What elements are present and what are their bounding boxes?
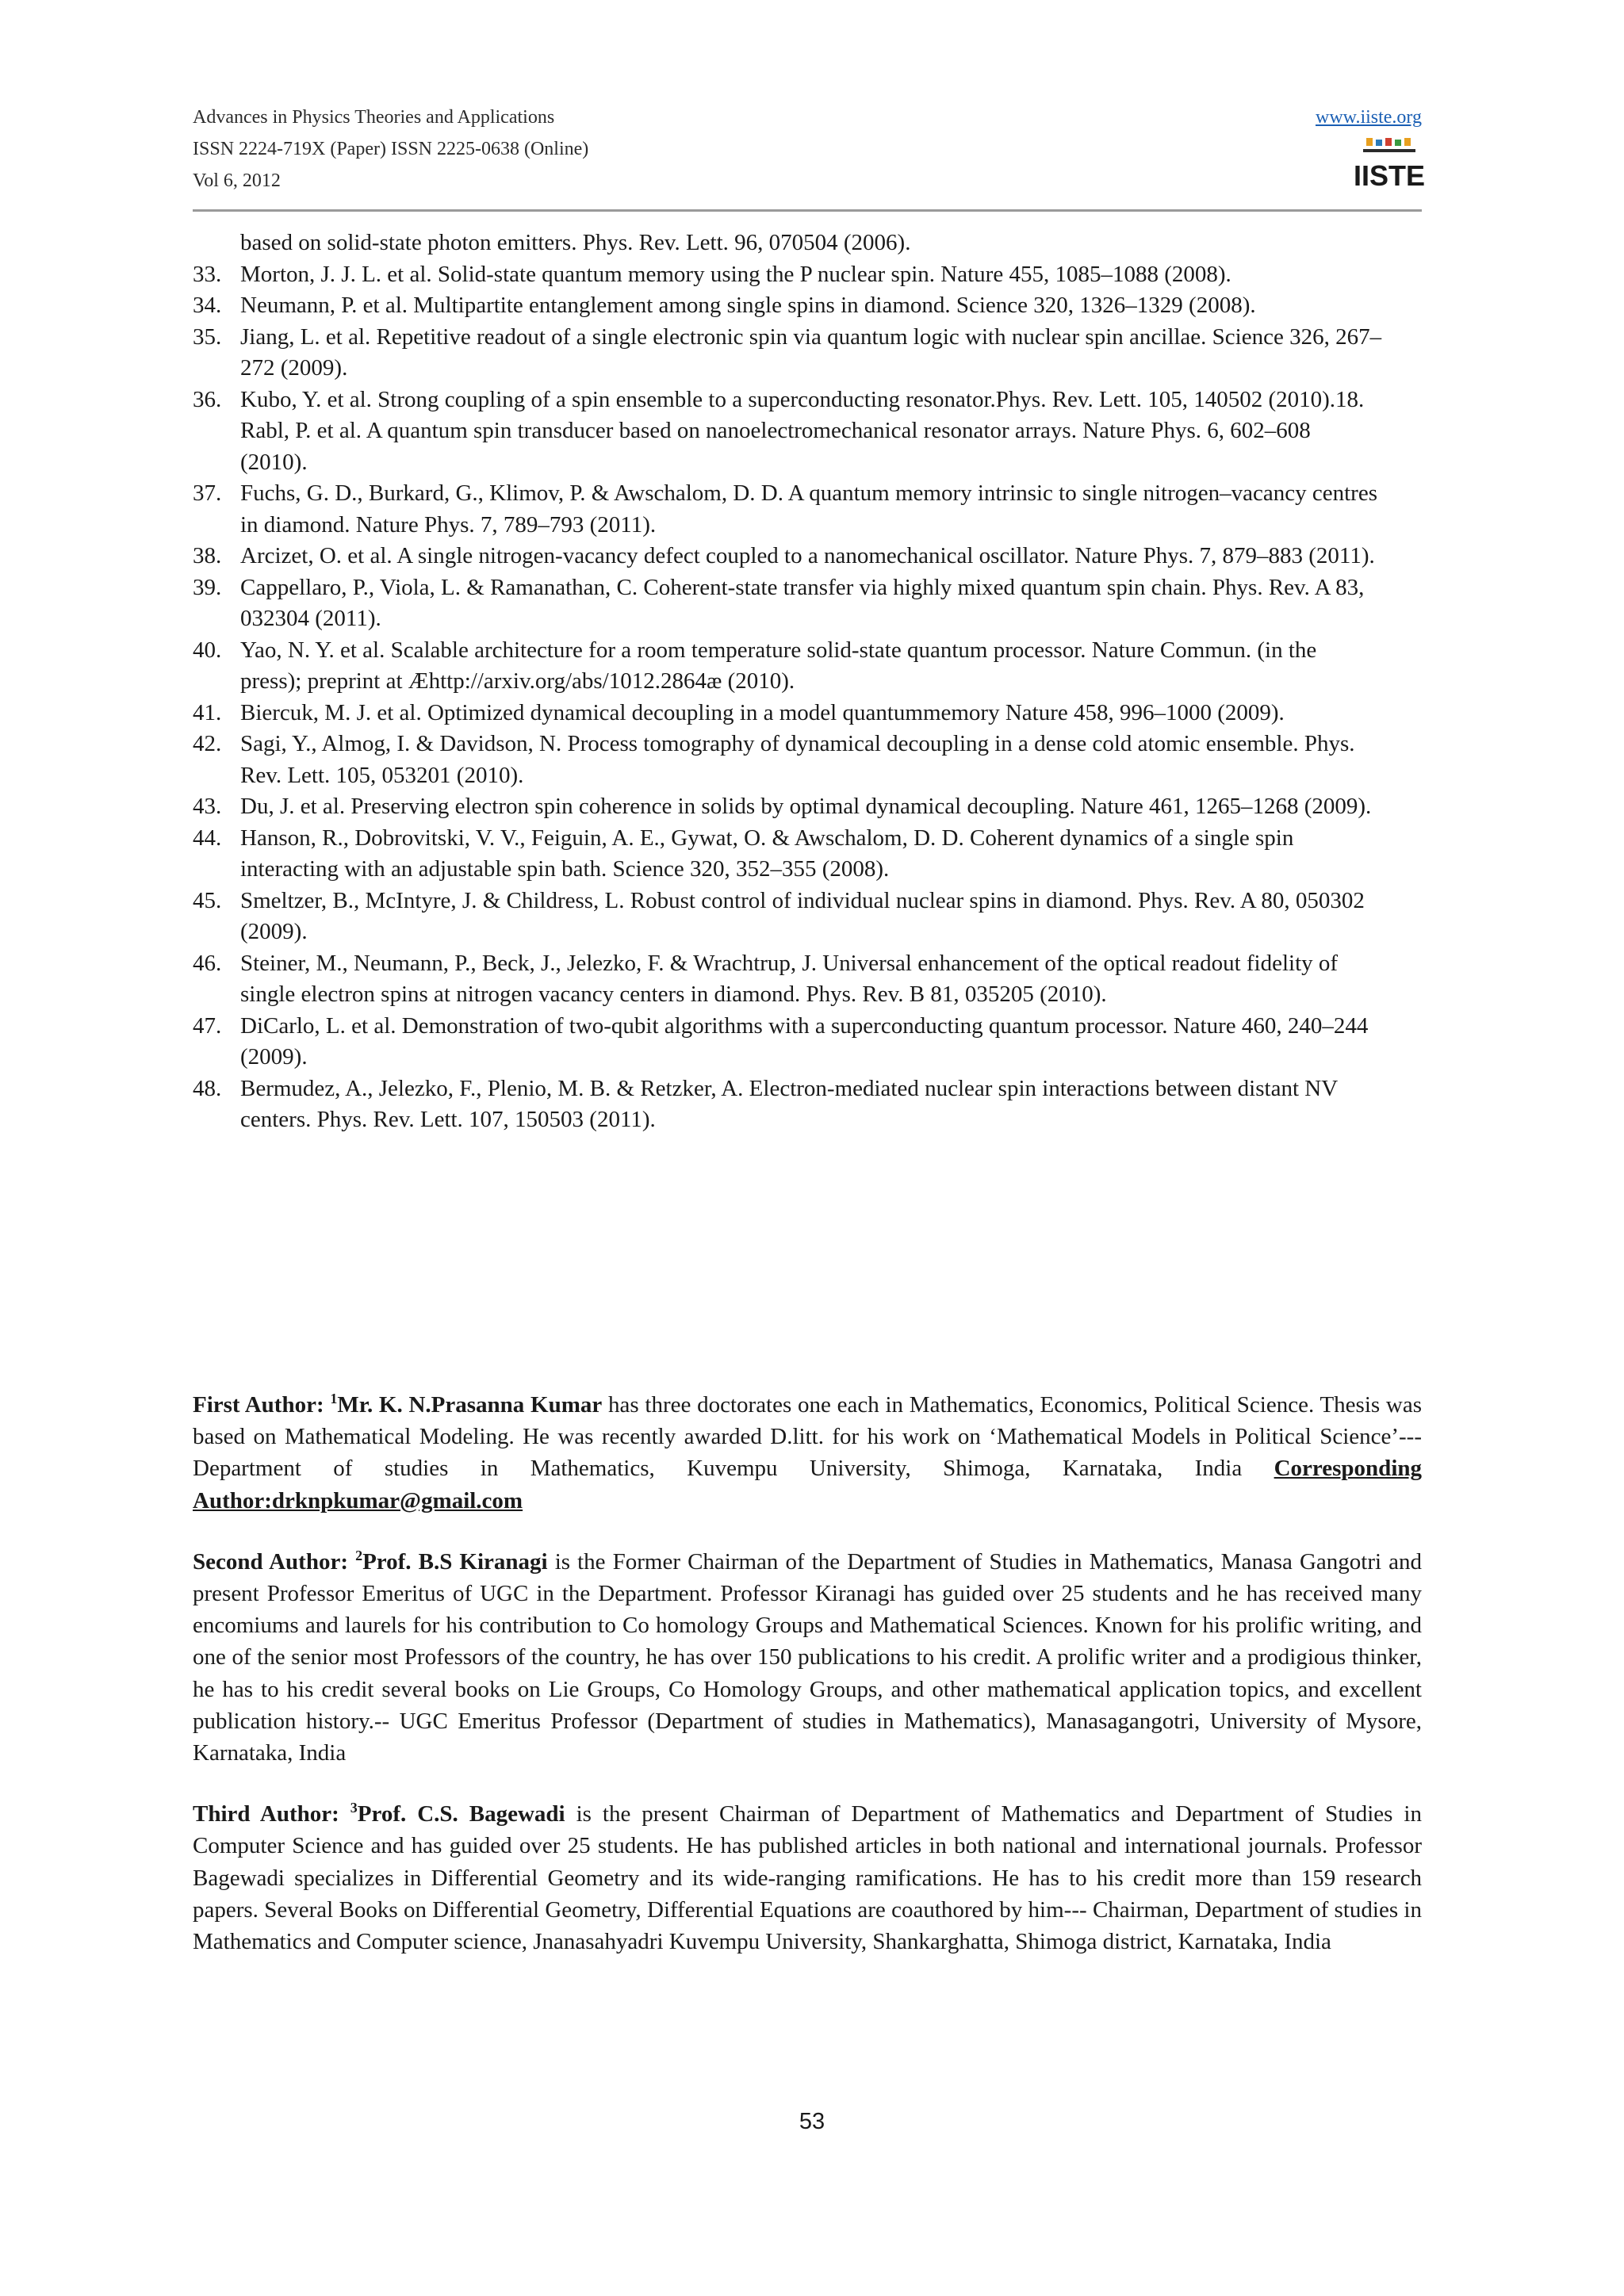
reference-number: 47.: [193, 1012, 222, 1039]
reference-item: [193, 290, 1422, 322]
reference-text: Kubo, Y. et al. Strong coupling of a spin ensemble to a superconducting resonator.Phys. Rev. Lett. 105, 140502 (2010).18. Rabl, P. et al. A quantum spin transducer based on nanoelectromechanical resonator arrays. Nature Phys. 6, 602–608 (2010).: [240, 386, 1365, 475]
reference-item: [193, 572, 1422, 635]
reference-number: 40.: [193, 637, 222, 663]
author-superscript: 1: [330, 1391, 338, 1406]
reference-text: Smeltzer, B., McIntyre, J. & Childress, L. Robust control of individual nuclear spins in diamond. Phys. Rev. A 80, 050302 (2009).: [240, 887, 1365, 944]
logo-lettering: IISTE: [1353, 159, 1426, 192]
author-label: First Author:: [193, 1392, 331, 1418]
reference-number: 43.: [193, 794, 222, 819]
reference-number: 38.: [193, 543, 222, 568]
reference-item: [193, 385, 1422, 479]
reference-item: [193, 1073, 1422, 1136]
reference-number: 33.: [193, 261, 222, 287]
reference-text: Arcizet, O. et al. A single nitrogen-vacancy defect coupled to a nanomechanical oscillator. Nature Phys. 7, 879–883 (2011).: [240, 543, 1375, 568]
reference-text: Bermudez, A., Jelezko, F., Plenio, M. B. & Retzker, A. Electron-mediated nuclear spin interactions between distant NV centers. Phys. Rev. Lett. 107, 150503 (2011).: [240, 1075, 1338, 1132]
reference-item: [193, 823, 1422, 886]
reference-item: [193, 791, 1422, 823]
author-bio-text: is the present Chairman of Department of Mathematics and Department of Studies in Computer Science and has guided over 25 students. He has published articles in both national and international journals. Professor Bagewadi specializes in Differential Geometry and its wide-ranging ramifications. He has to his credit more than 159 research papers. Several Books on Differential Geometry, Differential Equations are coauthored by him--- Chairman, Department of studies in Mathematics and Computer science, Jnanasahyadri Kuvempu University, Shankarghatta, Shimoga district, Karnataka, India: [193, 1801, 1422, 1955]
reference-item: [193, 886, 1422, 948]
reference-item: [193, 948, 1422, 1011]
author-bio-text: has three doctorates one each in Mathematics, Economics, Political Science. Thesis was based on Mathematical Modeling. He was recently awarded D.litt. for his work on ‘Mathematical Models in Political Science’--- Department of studies in Mathematics, Kuvempu University, Shimoga, Karnataka, India: [193, 1392, 1422, 1482]
reference-number: 48.: [193, 1075, 222, 1101]
iiste-logo-icon: [1353, 136, 1426, 200]
author-bio-3: [193, 1798, 1422, 1957]
journal-volume: Vol 6, 2012: [193, 170, 281, 191]
reference-text: based on solid-state photon emitters. Phys. Rev. Lett. 96, 070504 (2006).: [240, 230, 911, 255]
reference-text: Morton, J. J. L. et al. Solid-state quantum memory using the P nuclear spin. Nature 455, 1085–1088 (2008).: [240, 261, 1231, 287]
page-header: [193, 101, 1426, 212]
reference-number: 35.: [193, 323, 222, 350]
author-label: Second Author:: [193, 1548, 356, 1575]
journal-title: Advances in Physics Theories and Applications: [193, 107, 555, 128]
reference-item: [193, 541, 1422, 572]
reference-text: Neumann, P. et al. Multipartite entanglement among single spins in diamond. Science 320, 1326–1329 (2008).: [240, 293, 1256, 318]
reference-text: Hanson, R., Dobrovitski, V. V., Feiguin, A. E., Gywat, O. & Awschalom, D. D. Coherent dynamics of a single spin interacting with an adjustable spin bath. Science 320, 352–355 (2008).: [240, 825, 1294, 882]
reference-text: DiCarlo, L. et al. Demonstration of two-qubit algorithms with a superconducting quantum processor. Nature 460, 240–244 (2009).: [240, 1012, 1369, 1070]
reference-text: Du, J. et al. Preserving electron spin coherence in solids by optimal dynamical decoupling. Nature 461, 1265–1268 (2009).: [240, 794, 1372, 819]
reference-number: 45.: [193, 887, 222, 913]
author-biographies: [193, 1389, 1422, 1987]
author-bio-1: [193, 1389, 1422, 1517]
author-name: Prof. B.S Kiranagi: [362, 1548, 548, 1575]
reference-item: [193, 729, 1422, 791]
reference-list: [193, 228, 1422, 1136]
reference-number: 39.: [193, 574, 222, 600]
header-divider: [193, 209, 1422, 212]
reference-number: 46.: [193, 950, 222, 976]
reference-text: Steiner, M., Neumann, P., Beck, J., Jelezko, F. & Wrachtrup, J. Universal enhancement of the optical readout fidelity of single electron spins at nitrogen vacancy centers in diamond. Phys. Rev. B 81, 035205 (2010).: [240, 950, 1339, 1007]
corresponding-author-email[interactable]: Corresponding Author:drknpkumar@gmail.com: [193, 1456, 1422, 1513]
reference-text: Sagi, Y., Almog, I. & Davidson, N. Process tomography of dynamical decoupling in a dense cold atomic ensemble. Phys. Rev. Lett. 105, 053201 (2010).: [240, 731, 1355, 788]
reference-number: 41.: [193, 699, 222, 725]
author-bio-2: [193, 1546, 1422, 1769]
reference-item: [193, 322, 1422, 385]
reference-text: Cappellaro, P., Viola, L. & Ramanathan, C. Coherent-state transfer via highly mixed quantum spin chain. Phys. Rev. A 83, 032304 (2011).: [240, 574, 1365, 631]
reference-item: [193, 635, 1422, 698]
author-name: Mr. K. N.Prasanna Kumar: [337, 1392, 603, 1418]
author-superscript: 3: [350, 1800, 358, 1816]
reference-item: [193, 698, 1422, 729]
page-number: 53: [799, 2109, 825, 2134]
reference-item: [193, 259, 1422, 291]
reference-text: Yao, N. Y. et al. Scalable architecture for a room temperature solid-state quantum processor. Nature Commun. (in the press); preprint at Æhttp://arxiv.org/abs/1012.2864æ (2010).: [240, 637, 1317, 694]
reference-text: Fuchs, G. D., Burkard, G., Klimov, P. & Awschalom, D. D. A quantum memory intrinsic to single nitrogen–vacancy centres in diamond. Nature Phys. 7, 789–793 (2011).: [240, 480, 1377, 538]
author-superscript: 2: [355, 1547, 363, 1563]
reference-text: Jiang, L. et al. Repetitive readout of a single electronic spin via quantum logic with nuclear spin ancillae. Science 326, 267–272 (2009).: [240, 323, 1382, 381]
reference-number: 37.: [193, 480, 222, 506]
reference-number: 42.: [193, 731, 222, 756]
journal-website-link[interactable]: www.iiste.org: [1316, 107, 1422, 128]
author-name: Prof. C.S. Bagewadi: [357, 1801, 565, 1827]
reference-text: Biercuk, M. J. et al. Optimized dynamical decoupling in a model quantummemory Nature 458, 996–1000 (2009).: [240, 699, 1285, 725]
reference-number: 36.: [193, 386, 222, 412]
author-label: Third Author:: [193, 1801, 350, 1827]
reference-item: [193, 1011, 1422, 1073]
reference-item: [193, 228, 1422, 259]
reference-number: 44.: [193, 825, 222, 851]
reference-item: [193, 478, 1422, 541]
journal-issn: ISSN 2224-719X (Paper) ISSN 2225-0638 (Online): [193, 139, 589, 159]
author-bio-text: is the Former Chairman of the Department of Studies in Mathematics, Manasa Gangotri and present Professor Emeritus of UGC in the Department. Professor Kiranagi has guided over 25 students and he has received many encomiums and laurels for his contribution to Co homology Groups and Mathematical Sciences. Known for his prolific writing, and one of the senior most Professors of the country, he has over 150 publications to his credit. A prolific writer and a prodigious thinker, he has to his credit several books on Lie Groups, Co Homology Groups, and other mathematical application topics, and excellent publication history.-- UGC Emeritus Professor (Department of studies in Mathematics), Manasagangotri, University of Mysore, Karnataka, India: [193, 1548, 1422, 1766]
reference-number: 34.: [193, 293, 222, 318]
